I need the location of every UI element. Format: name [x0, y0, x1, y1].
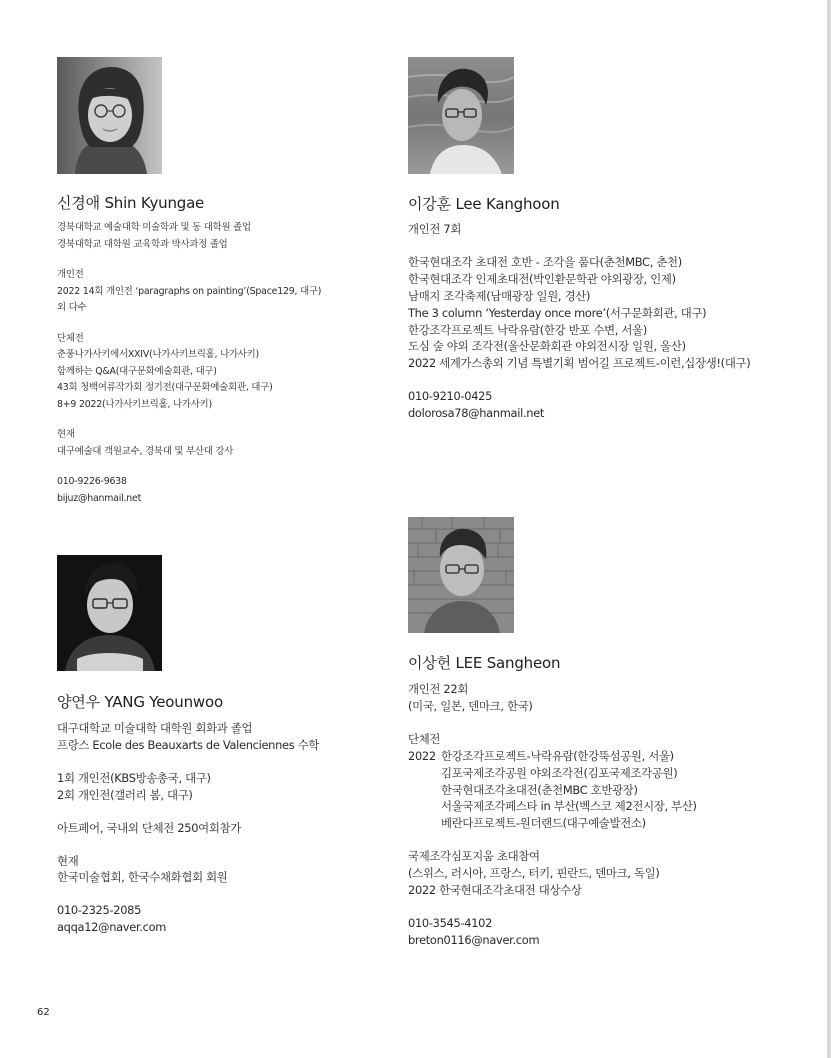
exhibition-line: 43회 청백여류작가회 정기전(대구문화예술회관, 대구) [57, 382, 273, 393]
exhibition-line: The 3 column ‘Yesterday once more’(서구문화회관, 대구) [408, 305, 707, 320]
section-heading: 단체전 [408, 731, 441, 746]
exhibition-line: (미국, 일본, 덴마크, 한국) [408, 698, 533, 713]
section-heading: 단체전 [57, 332, 84, 344]
exhibition-line: 도심 숲 야외 조각전(울산문화회관 야외전시장 일원, 울산) [408, 339, 686, 354]
exhibition-line: 외 다수 [57, 302, 87, 313]
artist-bio-yang-yeounwoo [57, 720, 319, 936]
artist-bio-shin-kyungae [57, 220, 321, 507]
phone-number: 010-9226-9638 [57, 476, 127, 487]
exhibition-line: 함께하는 Q&A(대구문화예술회관, 대구) [57, 365, 217, 377]
email-address: aqqa12@naver.com [57, 920, 167, 935]
phone-number: 010-9210-0425 [408, 389, 493, 404]
artist-bio-lee-sangheon [408, 681, 697, 949]
artist-bio-lee-kanghoon [408, 221, 750, 422]
exhibition-line: 베란다프로젝트-원더랜드(대구예술발전소) [441, 816, 646, 831]
exhibition-line: 아트페어, 국내외 단체전 250여회참가 [57, 820, 241, 835]
portrait-shin-kyungae [57, 57, 162, 174]
exhibition-line: 서울국제조각페스타 in 부산(벡스코 제2전시장, 부산) [441, 799, 697, 814]
portrait-yang-yeounwoo [57, 555, 162, 671]
exhibition-line: 개인전 22회 [408, 682, 469, 696]
position-line: 대구예술대 객원교수, 경북대 및 부산대 강사 [57, 445, 234, 457]
artist-name: 이상헌 LEE Sangheon [408, 654, 561, 672]
exhibition-line: (스위스, 러시아, 프랑스, 터키, 핀란드, 덴마크, 독일) [408, 866, 660, 881]
exhibition-line [408, 748, 697, 765]
exhibition-line: 한국현대조각 인제초대전(박인환문학관 야외광장, 인제) [408, 271, 676, 286]
exhibition-year: 2022 [408, 748, 436, 763]
phone-number: 010-2325-2085 [57, 903, 142, 918]
page-number: 62 [37, 1007, 50, 1018]
education-line: 경북대학교 대학원 교육학과 박사과정 졸업 [57, 238, 228, 250]
education-line: 경북대학교 예술대학 미술학과 및 동 대학원 졸업 [57, 222, 251, 233]
exhibition-line: 김포국제조각공원 야외조각전(김포국제조각공원) [441, 765, 678, 780]
exhibition-title: 한강조각프로젝트-낙락유람(한강뚝섬공원, 서울) [441, 748, 674, 763]
exhibition-line: 국제조각심포지움 초대참여 [408, 849, 540, 864]
page-edge-strip [827, 0, 831, 1058]
phone-number: 010-3545-4102 [408, 915, 493, 930]
exhibition-line: 2022 14회 개인전 ‘paragraphs on painting’(Space129, 대구) [57, 285, 322, 297]
exhibition-line: 2022 세계가스총외 기념 특별기획 범어길 프로젝트-이런,십장생!(대구) [408, 356, 751, 371]
exhibition-line: 2회 개인전(갤러리 봄, 대구) [57, 787, 193, 802]
education-line: 대구대학교 미술대학 대학원 회화과 졸업 [57, 721, 253, 735]
exhibition-line: 8+9 2022(나가사키브릭홀, 나가사키) [57, 398, 212, 410]
exhibition-line: 한강조각프로젝트 낙락유람(한강 반포 수변, 서울) [408, 322, 647, 337]
portrait-lee-kanghoon [408, 57, 514, 174]
section-heading: 현재 [57, 853, 79, 868]
artist-name: 양연우 YANG Yeounwoo [57, 693, 223, 711]
exhibition-line: 개인전 7회 [408, 222, 462, 236]
email-address: bijuz@hanmail.net [57, 492, 142, 504]
exhibition-line: 1회 개인전(KBS방송총국, 대구) [57, 770, 211, 785]
section-heading: 현재 [57, 429, 75, 440]
artist-name: 이강훈 Lee Kanghoon [408, 195, 560, 213]
email-address: breton0116@naver.com [408, 932, 540, 947]
portrait-lee-sangheon [408, 517, 514, 633]
section-heading: 개인전 [57, 269, 84, 280]
position-line: 한국미술협회, 한국수채화협회 회원 [57, 870, 228, 885]
award-line: 2022 한국현대조각초대전 대상수상 [408, 883, 582, 898]
email-address: dolorosa78@hanmail.net [408, 406, 545, 421]
exhibition-line: 한국현대조각초대전(춘천MBC 호반광장) [441, 782, 638, 797]
artist-name: 신경애 Shin Kyungae [57, 194, 205, 212]
education-line: 프랑스 Ecole des Beauxarts de Valenciennes 수학 [57, 737, 320, 752]
exhibition-line: 한국현대조각 초대전 호반 - 조각을 품다(춘천MBC, 춘천) [408, 254, 682, 269]
exhibition-line: 남매지 조각축제(남매광장 일원, 경산) [408, 288, 591, 303]
exhibition-line: 춘풍나가사키에서XXIV(나가사키브릭홀, 나가사키) [57, 349, 259, 360]
